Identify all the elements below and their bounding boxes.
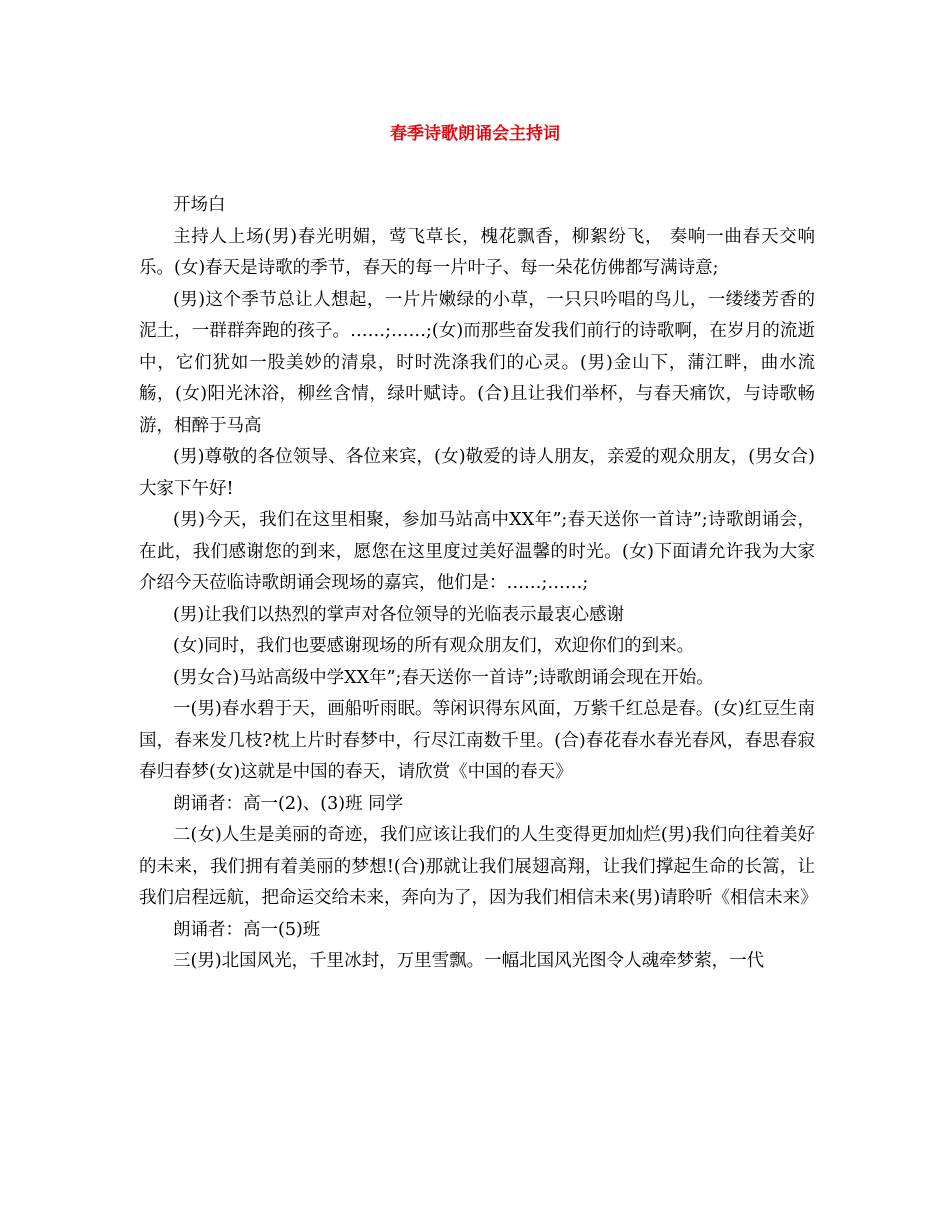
paragraph-start: (男女合)马站高级中学XX年”;春天送你一首诗”;诗歌朗诵会现在开始。 [173,667,714,688]
paragraph-season: (男)这个季节总让人想起，一片片嫩绿的小草，一只只吟唱的鸟儿，一缕缕芳香的泥土，一群群奔跑的孩子。……;……;(女)而那些奋发我们前行的诗歌啊，在岁月的流逝中，它们犹如一股美妙的清泉，时时洗涤我们的心灵。(男)金山下，蒲江畔，曲水流觞，(女)阳光沐浴，柳丝含情，绿叶赋诗。(合)且让我们举杯，与春天痛饮，与诗歌畅游，相醉于马高 [139,289,815,436]
paragraph-welcome: (男)今天，我们在这里相聚，参加马站高中XX年”;春天送你一首诗”;诗歌朗诵会，在此，我们感谢您的到来，愿您在这里度过美好温馨的时光。(女)下面请允许我为大家介绍今天莅临诗歌朗诵会现场的嘉宾，他们是：……;……; [139,510,815,593]
paragraph-greeting: (男)尊敬的各位领导、各位来宾，(女)敬爱的诗人朋友，亲爱的观众朋友，(男女合)大家下午好! [139,447,815,499]
paragraph-host-entrance: 主持人上场(男)春光明媚，莺飞草长，槐花飘香，柳絮纷飞， 奏响一曲春天交响乐。(女)春天是诗歌的季节，春天的每一片叶子、每一朵花仿佛都写满诗意; [139,226,815,278]
paragraph-thanks-audience: (女)同时，我们也要感谢现场的所有观众朋友们，欢迎你们的到来。 [173,636,695,656]
paragraph-program-1: 一(男)春水碧于天，画船听雨眠。等闲识得东风面，万紫千红总是春。(女)红豆生南国，春来发几枝?枕上片时春梦中，行尽江南数千里。(合)春花春水春光春风，春思春寂春归春梦(女)这就是中国的春天，请欣赏《中国的春天》 [139,699,815,782]
paragraph-reciter-1: 朗诵者：高一(2)、(3)班 同学 [173,793,404,814]
paragraph-thanks-leaders: (男)让我们以热烈的掌声对各位领导的光临表示最衷心感谢 [173,604,625,625]
paragraph-program-3: 三(男)北国风光，千里冰封，万里雪飘。一幅北国风光图令人魂牵梦萦，一代 [173,951,765,971]
paragraph-program-2: 二(女)人生是美丽的奇迹，我们应该让我们的人生变得更加灿烂(男)我们向往着美好的未来，我们拥有着美丽的梦想!(合)那就让我们展翅高翔，让我们撑起生命的长篙，让我们启程远航，把命运交给未来，奔向为了，因为我们相信未来(男)请聆听《相信未来》 [139,825,818,908]
paragraph-opening: 开场白 [173,195,226,215]
paragraph-reciter-2: 朗诵者：高一(5)班 [173,919,321,940]
document-body [139,190,818,978]
document-title: 春季诗歌朗诵会主持词 [390,124,560,144]
